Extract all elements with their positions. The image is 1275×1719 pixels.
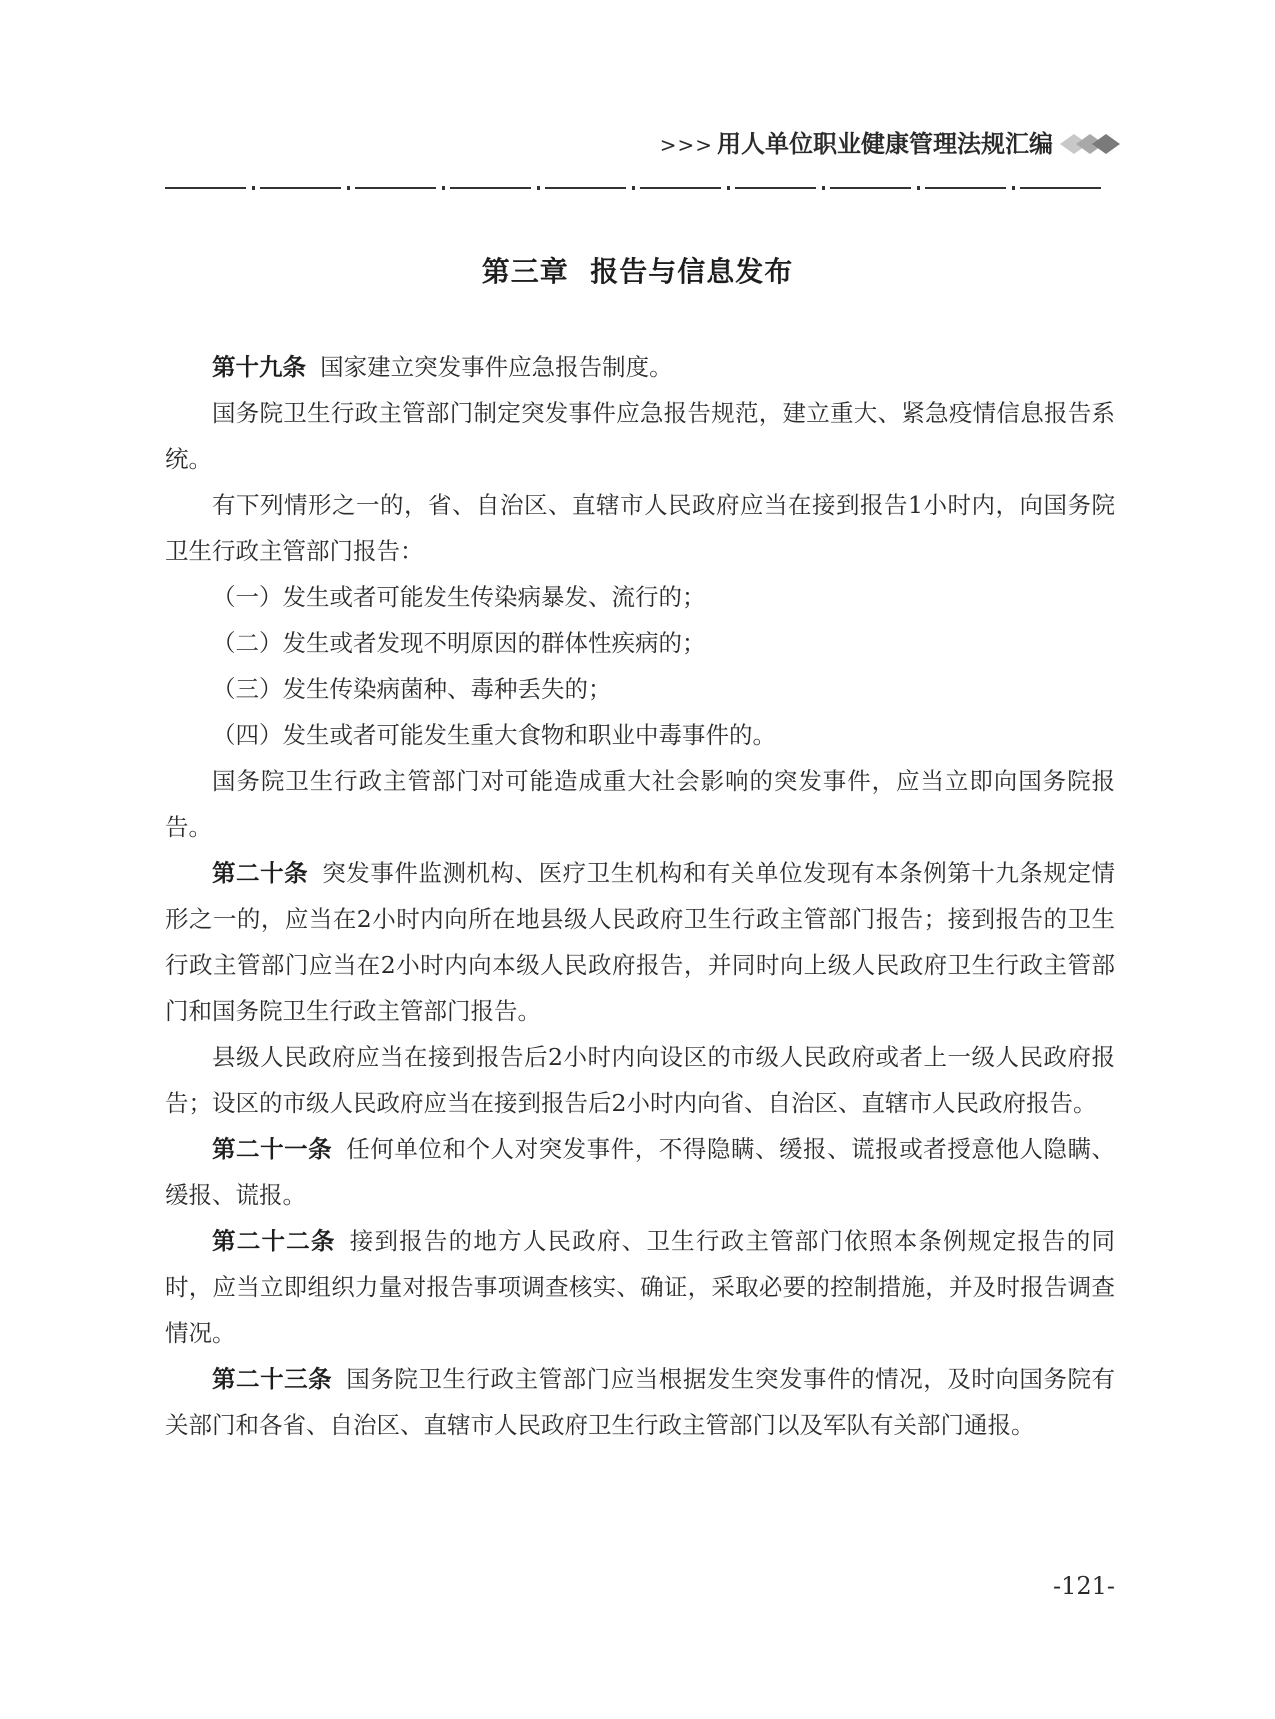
paragraph [165,1034,1115,1126]
body-text [165,344,1115,1448]
paragraph-text: 国务院卫生行政主管部门对可能造成重大社会影响的突发事件，应当立即向国务院报告。 [165,767,1115,841]
article-paragraph [165,850,1115,1034]
paragraph-text: （一）发生或者可能发生传染病暴发、流行的； [212,583,706,611]
paragraph-text: 任何单位和个人对突发事件，不得隐瞒、缓报、谎报或者授意他人隐瞒、缓报、谎报。 [165,1135,1116,1209]
article-label: 第二十一条 [212,1135,333,1163]
article-label: 第二十三条 [212,1365,333,1393]
article-label: 第二十二条 [212,1227,336,1255]
diamond-icon [1058,130,1128,158]
paragraph-text: 突发事件监测机构、医疗卫生机构和有关单位发现有本条例第十九条规定情形之一的，应当在2小时内向所在地县级人民政府卫生行政主管部门报告；接到报告的卫生行政主管部门应当在2小时内向本级人民政府报告，并同时向上级人民政府卫生行政主管部门和国务院卫生行政主管部门报告。 [165,859,1115,1025]
paragraph-text: 县级人民政府应当在接到报告后2小时内向设区的市级人民政府或者上一级人民政府报告；设区的市级人民政府应当在接到报告后2小时内向省、自治区、直辖市人民政府报告。 [165,1043,1115,1117]
paragraph-text: 有下列情形之一的，省、自治区、直辖市人民政府应当在接到报告1小时内，向国务院卫生行政主管部门报告： [165,491,1115,565]
paragraph [165,620,1115,666]
paragraph [165,712,1115,758]
paragraph-text: 国家建立突发事件应急报告制度。 [320,353,673,381]
paragraph-text: 国务院卫生行政主管部门制定突发事件应急报告规范，建立重大、紧急疫情信息报告系统。 [165,399,1115,473]
paragraph-text: （二）发生或者发现不明原因的群体性疾病的； [212,629,706,657]
chapter-title: 第三章 报告与信息发布 [481,255,794,288]
running-header [0,128,1275,168]
running-header-title [660,128,1053,161]
paragraph-text: （三）发生传染病菌种、毒种丢失的； [212,675,612,703]
article-paragraph [165,1218,1115,1356]
paragraph [165,574,1115,620]
article-paragraph [165,344,1115,390]
paragraph [165,758,1115,850]
paragraph-text: 接到报告的地方人民政府、卫生行政主管部门依照本条例规定报告的同时，应当立即组织力量对报告事项调查核实、确证，采取必要的控制措施，并及时报告调查情况。 [165,1227,1116,1347]
header-rule [165,184,1115,192]
paragraph [165,482,1115,574]
article-paragraph [165,1126,1115,1218]
paragraph [165,390,1115,482]
article-paragraph [165,1356,1115,1448]
article-label: 第二十条 [212,859,309,887]
paragraph-text: （四）发生或者可能发生重大食物和职业中毒事件的。 [212,721,776,749]
paragraph [165,666,1115,712]
page-number: -121- [1052,1572,1115,1600]
article-label: 第十九条 [212,353,306,381]
header-arrows: >>> [659,133,713,157]
header-title-text: 用人单位职业健康管理法规汇编 [717,130,1053,158]
paragraph-text: 国务院卫生行政主管部门应当根据发生突发事件的情况，及时向国务院有关部门和各省、自治区、直辖市人民政府卫生行政主管部门以及军队有关部门通报。 [165,1365,1116,1439]
